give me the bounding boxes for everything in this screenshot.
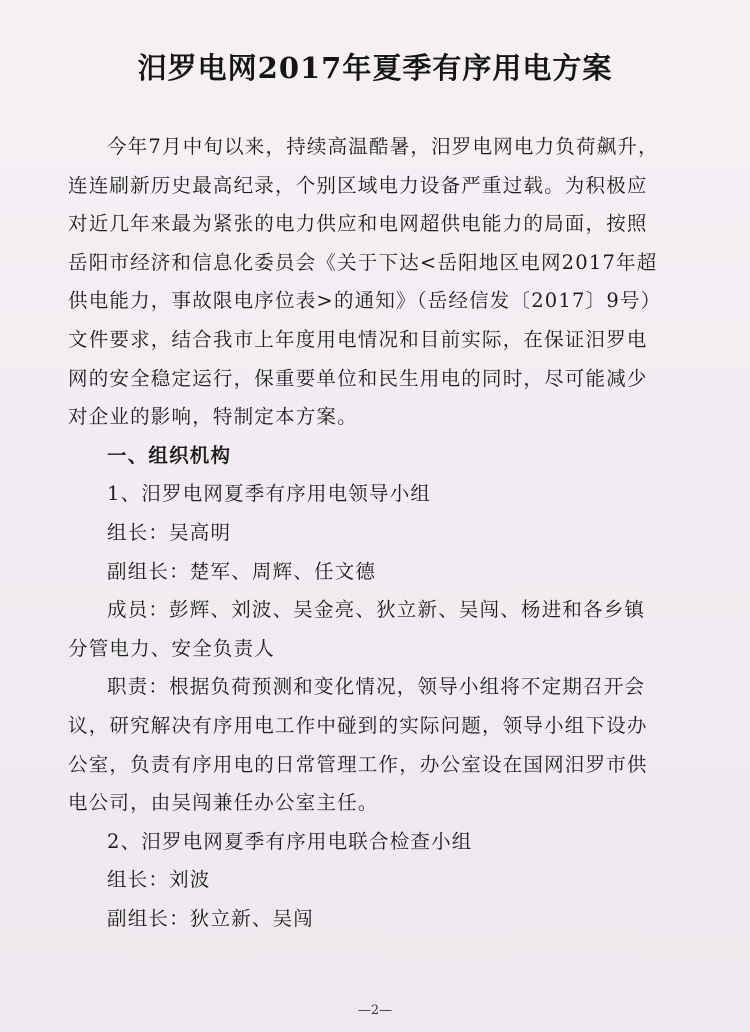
text-line: 组长：刘波 bbox=[107, 868, 211, 892]
text-line: 副组长：狄立新、吴闯 bbox=[107, 906, 315, 930]
text-line: 组长：吴高明 bbox=[107, 520, 232, 544]
text-line: 1、汨罗电网夏季有序用电领导小组 bbox=[107, 482, 432, 506]
text-line: 连连刷新历史最高纪录，个别区域电力设备严重过载。为积极应 bbox=[68, 173, 648, 197]
text-line: 职责：根据负荷预测和变化情况，领导小组将不定期召开会 bbox=[107, 675, 646, 699]
text-line: 供电能力，事故限电序位表>的通知》（岳经信发〔2017〕9号） bbox=[68, 289, 662, 313]
text-line: 对近几年来最为紧张的电力供应和电网超供电能力的局面，按照 bbox=[68, 212, 648, 236]
page-number: —2— bbox=[357, 1003, 393, 1018]
text-line: 分管电力、安全负责人 bbox=[68, 636, 276, 660]
text-line: 今年7月中旬以来，持续高温酷暑，汨罗电网电力负荷飙升， bbox=[107, 135, 659, 158]
text-line: 岳阳市经济和信息化委员会《关于下达<岳阳地区电网2017年超 bbox=[68, 250, 658, 274]
text-line: 网的安全稳定运行，保重要单位和民生用电的同时，尽可能减少 bbox=[68, 366, 648, 390]
text-line: 副组长：楚军、周辉、任文德 bbox=[107, 559, 377, 583]
text-line: 成员：彭辉、刘波、吴金亮、狄立新、吴闯、杨进和各乡镇 bbox=[107, 598, 646, 622]
text-line: 公室，负责有序用电的日常管理工作，办公室设在国网汨罗市供 bbox=[68, 752, 648, 776]
text-line: 电公司，由吴闯兼任办公室主任。 bbox=[68, 791, 379, 815]
document-body bbox=[68, 128, 698, 938]
text-line: 文件要求，结合我市上年度用电情况和目前实际，在保证汨罗电 bbox=[68, 327, 648, 351]
page-title: 汨罗电网2017年夏季有序用电方案 bbox=[137, 51, 613, 85]
text-line: 议，研究解决有序用电工作中碰到的实际问题，领导小组下设办 bbox=[68, 713, 648, 737]
text-line: 对企业的影响，特制定本方案。 bbox=[68, 405, 358, 429]
text-line: 2、汨罗电网夏季有序用电联合检查小组 bbox=[107, 829, 473, 853]
section-heading: 一、组织机构 bbox=[107, 443, 232, 467]
